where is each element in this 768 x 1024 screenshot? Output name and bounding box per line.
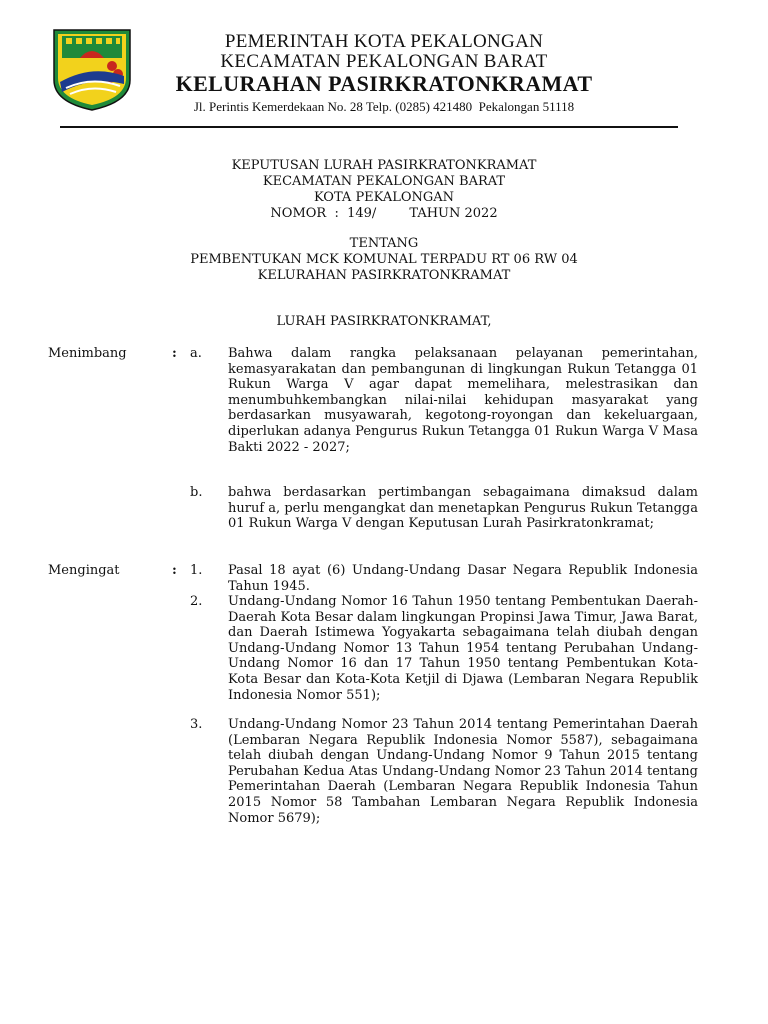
- menimbang-item-a: Bahwa dalam rangka pelaksanaan pelayanan pemerintahan, kemasyarakatan dan pembangunan di lingkungan Rukun Tetangga 01 Rukun Warga V agar dapat memelihara, melestrasikan dan menumbuhkembangkan nilai-nilai kehidupan masyarakat yang berdasarkan musyawarah, kegotong-royongan dan kekeluargaan, diperlukan adanya Pengurus Rukun Tetangga 01 Rukun Warga V Masa Bakti 2022 - 2027;: [228, 346, 698, 455]
- mengingat-item-3: Undang-Undang Nomor 23 Tahun 2014 tentang Pemerintahan Daerah (Lembaran Negara Republik Indonesia Nomor 5587), sebagaimana telah diubah dengan Undang-Undang Nomor 9 Tahun 2015 tentang Perubahan Kedua Atas Undang-Undang Nomor 23 Tahun 2014 tentang Pemerintahan Daerah (Lembaran Negara Republik Indonesia Tahun 2015 Nomor 58 Tambahan Lembaran Negara Republik Indonesia Nomor 5679);: [228, 717, 698, 826]
- city-emblem-logo: [52, 28, 132, 112]
- menimbang-item-b: bahwa berdasarkan pertimbangan sebagaimana dimaksud dalam huruf a, perlu mengangkat dan menetapkan Pengurus Rukun Tetangga 01 Rukun Warga V dengan Keputusan Lurah Pasirkratonkramat;: [228, 485, 698, 532]
- mengingat-marker-1: 1.: [190, 563, 203, 578]
- decree-subject: [0, 236, 768, 284]
- mengingat-marker-3: 3.: [190, 717, 203, 732]
- letterhead-village: KELURAHAN PASIRKRATONKRAMAT: [175, 71, 593, 96]
- letterhead-divider: [60, 126, 678, 128]
- decree-title-line-3: KOTA PEKALONGAN: [313, 190, 455, 205]
- letterhead-government: PEMERINTAH KOTA PEKALONGAN: [224, 31, 544, 52]
- tentang-heading: TENTANG: [349, 236, 419, 251]
- menimbang-marker-b: b.: [190, 485, 203, 500]
- menimbang-marker-a: a.: [190, 346, 202, 361]
- mengingat-item-1: Pasal 18 ayat (6) Undang-Undang Dasar Negara Republik Indonesia Tahun 1945.: [228, 563, 698, 594]
- menimbang-label: Menimbang: [48, 346, 127, 361]
- menimbang-colon: :: [172, 346, 177, 361]
- decree-title-line-1: KEPUTUSAN LURAH PASIRKRATONKRAMAT: [231, 158, 537, 173]
- mengingat-label: Mengingat: [48, 563, 120, 578]
- decree-title: [0, 158, 768, 222]
- subject-line-1: PEMBENTUKAN MCK KOMUNAL TERPADU RT 06 RW 04: [190, 252, 578, 267]
- mengingat-colon: :: [172, 563, 177, 578]
- subject-line-2: KELURAHAN PASIRKRATONKRAMAT: [257, 268, 511, 283]
- letterhead-district: KECAMATAN PEKALONGAN BARAT: [220, 51, 548, 72]
- issuer-heading: LURAH PASIRKRATONKRAMAT,: [276, 314, 492, 329]
- letterhead: [150, 32, 618, 116]
- decree-number: NOMOR : 149/ TAHUN 2022: [270, 206, 498, 221]
- mengingat-item-2: Undang-Undang Nomor 16 Tahun 1950 tentang Pembentukan Daerah-Daerah Kota Besar dalam lingkungan Propinsi Jawa Timur, Jawa Barat, dan Daerah Istimewa Yogyakarta sebagaimana telah diubah dengan Undang-Undang Nomor 13 Tahun 1954 tentang Perubahan Undang-Undang Nomor 16 dan 17 Tahun 1950 tentang Pembentukan Kota-Kota Besar dan Kota-Kota Ketjil di Djawa (Lembaran Negara Republik Indonesia Nomor 551);: [228, 594, 698, 703]
- decree-title-line-2: KECAMATAN PEKALONGAN BARAT: [262, 174, 506, 189]
- mengingat-marker-2: 2.: [190, 594, 203, 609]
- letterhead-address: Jl. Perintis Kemerdekaan No. 28 Telp. (0285) 421480 Pekalongan 51118: [193, 99, 575, 114]
